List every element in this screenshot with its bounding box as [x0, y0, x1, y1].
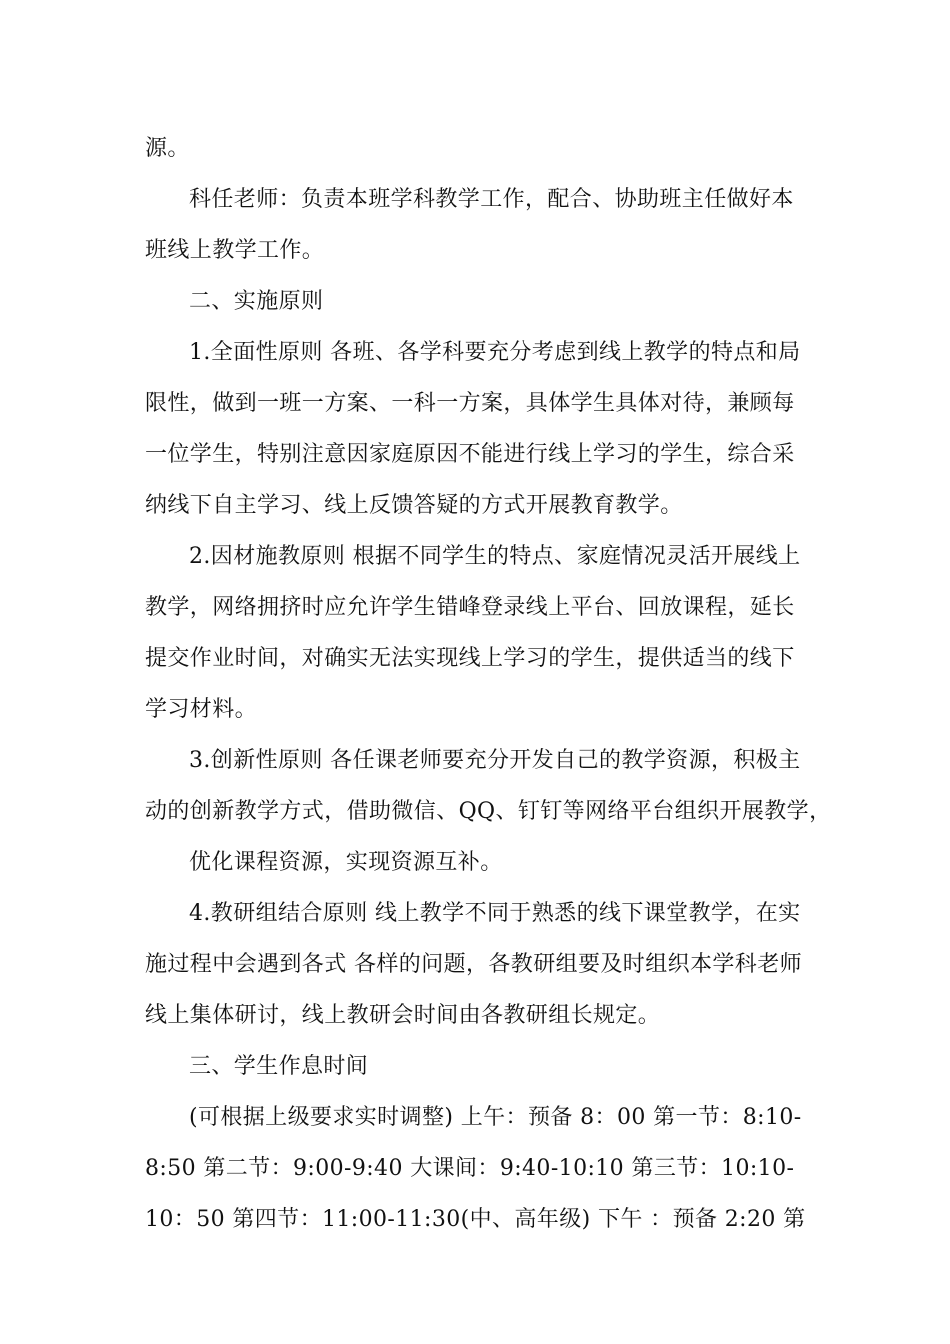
text-line: 限性，做到一班一方案、一科一方案，具体学生具体对待，兼顾每: [145, 391, 795, 416]
text-line: 动的创新教学方式，借助微信、QQ、钉钉等网络平台组织开展教学，: [145, 799, 832, 824]
text-line: 1.全面性原则 各班、各学科要充分考虑到线上教学的特点和局: [189, 340, 801, 365]
text-line: 源。: [145, 136, 190, 161]
text-line: 施过程中会遇到各式 各样的问题，各教研组要及时组织本学科老师: [145, 952, 802, 977]
text-line: 4.教研组结合原则 线上教学不同于熟悉的线下课堂教学，在实: [189, 901, 801, 926]
text-line: 教学，网络拥挤时应允许学生错峰登录线上平台、回放课程，延长: [145, 595, 795, 620]
text-line: 2.因材施教原则 根据不同学生的特点、家庭情况灵活开展线上: [189, 544, 801, 569]
text-line: 提交作业时间，对确实无法实现线上学习的学生，提供适当的线下: [145, 646, 795, 671]
text-line: 3.创新性原则 各任课老师要充分开发自己的教学资源，积极主: [189, 748, 801, 773]
text-line: 纳线下自主学习、线上反馈答疑的方式开展教育教学。: [145, 493, 683, 518]
text-line: 线上集体研讨，线上教研会时间由各教研组长规定。: [145, 1003, 661, 1028]
text-line: 学习材料。: [145, 697, 258, 722]
text-line: 一位学生，特别注意因家庭原因不能进行线上学习的学生，综合采: [145, 442, 795, 467]
section-heading: 三、学生作息时间: [189, 1054, 369, 1079]
text-line: (可根据上级要求实时调整) 上午：预备 8：00 第一节：8:10-: [189, 1105, 802, 1130]
section-heading: 二、实施原则: [189, 289, 324, 314]
text-line: 班线上教学工作。: [145, 238, 325, 263]
text-line: 科任老师：负责本班学科教学工作，配合、协助班主任做好本: [189, 187, 794, 212]
text-line: 10：50 第四节：11:00-11:30(中、高年级) 下午 ：预备 2:20 第: [145, 1207, 806, 1232]
text-line: 优化课程资源，实现资源互补。: [189, 850, 503, 875]
text-line: 8:50 第二节：9:00-9:40 大课间：9:40-10:10 第三节：10:10-: [145, 1156, 795, 1181]
